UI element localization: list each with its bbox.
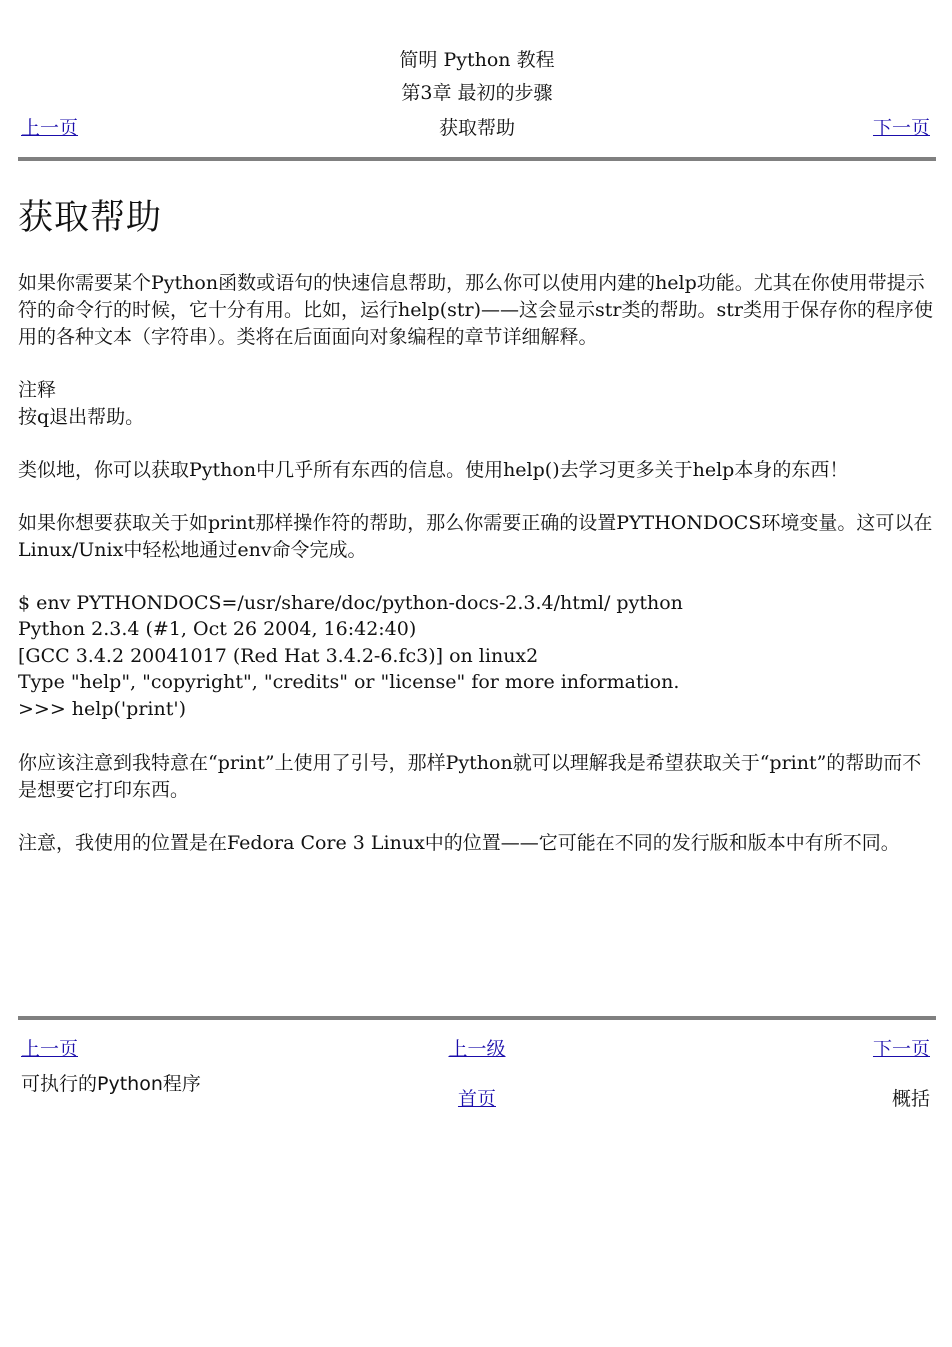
prev-page-link[interactable]: 上一页 — [21, 117, 79, 139]
footer-prev-page-link[interactable]: 上一页 — [21, 1038, 79, 1060]
page — [18, 0, 936, 1110]
footer-divider — [18, 1016, 936, 1020]
footer-up-level-link[interactable]: 上一级 — [448, 1038, 506, 1060]
pythondocs-paragraph: 如果你想要获取关于如print那样操作符的帮助，那么你需要正确的设置PYTHONDOCS环境变量。这可以在Linux/Unix中轻松地通过env命令完成。 — [18, 511, 933, 561]
footer-home-container — [18, 1084, 936, 1111]
footer-up-container — [18, 1034, 936, 1061]
footer-next-page-link[interactable]: 下一页 — [872, 1038, 930, 1060]
code-example: $ env PYTHONDOCS=/usr/share/doc/python-docs-2.3.4/html/ python Python 2.3.4 (#1, Oct 26 2004, 16:42:40) [GCC 3.4.2 20041017 (Red Hat 3.4.2-6.fc3)] on linux2 Type "help", "copyright", "credits" or "license" for more information. >>> help('print') — [18, 591, 683, 720]
next-page-link[interactable]: 下一页 — [872, 117, 930, 139]
main-content — [18, 196, 936, 883]
footer-prev-title: 可执行的Python程序 — [21, 1073, 201, 1095]
book-title: 简明 Python 教程 — [399, 49, 555, 71]
section-title: 获取帮助 — [438, 117, 515, 139]
footer-next-title: 概括 — [891, 1088, 930, 1110]
page-heading: 获取帮助 — [18, 198, 163, 238]
help-paragraph: 类似地，你可以获取Python中几乎所有东西的信息。使用help()去学习更多关于help本身的东西！ — [18, 458, 849, 481]
note-text: 按q退出帮助。 — [18, 405, 145, 428]
note-label: 注释 — [18, 378, 57, 401]
quotes-paragraph: 你应该注意到我特意在“print”上使用了引号，那样Python就可以理解我是希望获取关于“print”的帮助而不是想要它打印东西。 — [18, 752, 922, 801]
intro-paragraph: 如果你需要某个Python函数或语句的快速信息帮助，那么你可以使用内建的help功能。尤其在你使用带提示符的命令行的时候，它十分有用。比如，运行help(str)——这会显示str类的帮助。str类用于保存你的程序使用的各种文本（字符串）。类将在后面面向对象编程的章节详细解释。 — [18, 271, 933, 348]
top-navigation — [18, 0, 936, 148]
header-divider — [18, 157, 936, 161]
chapter-title: 第3章 最初的步骤 — [401, 82, 553, 104]
footer-home-link[interactable]: 首页 — [457, 1088, 496, 1110]
note-block — [18, 377, 936, 431]
bottom-navigation — [18, 1030, 936, 1130]
location-note-paragraph: 注意，我使用的位置是在Fedora Core 3 Linux中的位置——它可能在不同的发行版和版本中有所不同。 — [18, 832, 900, 854]
